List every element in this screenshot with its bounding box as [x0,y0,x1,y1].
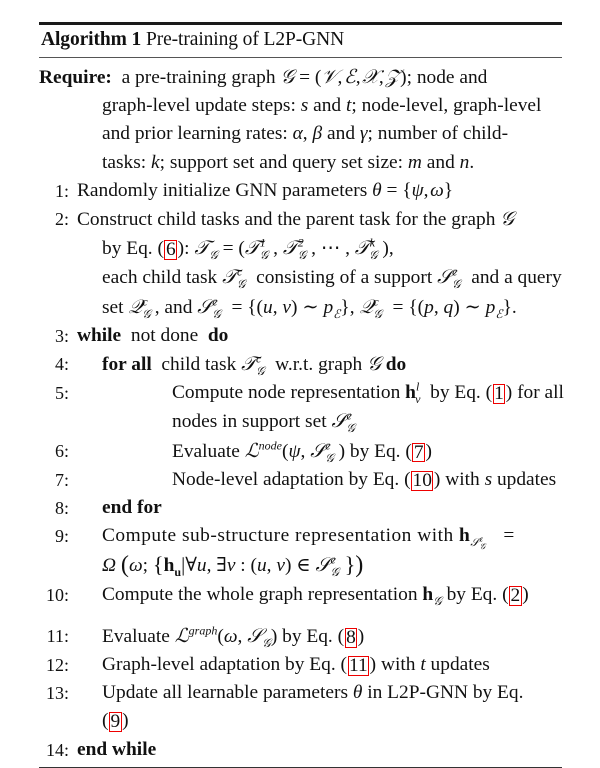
step-text-14: end while [77,738,157,760]
step-number-10: 10: [45,584,69,605]
algorithm-step-13 [39,679,562,707]
step-number-5: 5: [54,383,69,404]
step-text-6: Evaluate ℒ$^{node}$(ψ, 𝒮$^c_𝒢$ ) by Eq. ( 7 ) [172,438,433,465]
step-number-3: 3: [54,325,69,346]
eq-ref-8[interactable]: 8 [346,626,356,648]
step-text-3: while not done do [77,324,229,346]
step-number-14: 14: [45,739,69,760]
algorithm-block [39,22,562,768]
algorithm-step-7 [39,466,562,494]
algorithm-step-1 [39,177,562,205]
algorithm-body [39,58,562,764]
algorithm-step-13-cont: ( 9 ) [102,710,129,733]
step-number-13: 13: [45,683,69,704]
algorithm-step-6 [39,437,562,466]
algorithm-step-2 [39,205,562,234]
require-text-1: a pre-training graph 𝒢 = (𝒱, ℰ, 𝒳, 𝒵); node and [116,65,488,88]
step-text-1: Randomly initialize GNN parameters θ = {ψ, ω} [77,179,454,201]
eq-ref-7[interactable]: 7 [413,441,424,463]
require-line-3 [39,120,562,148]
step-number-7: 7: [54,469,69,490]
step-number-4: 4: [54,354,69,375]
require-text-3: and prior learning rates: α, β and γ; number of child- [102,123,509,145]
require-line-4 [39,149,562,177]
step-text-8: end for [102,497,162,519]
step-text-5: Compute node representation $h^l_v$ by Eq. ( 1 ) for all [172,379,564,407]
algorithm-step-2-cont-1: by Eq. ( 6 ): 𝒯$_𝒢$ = (𝒯$^1_𝒢$ , 𝒯$^2_𝒢$ , ⋯ , 𝒯$^k_𝒢$ ), [102,235,394,263]
algorithm-step-5-cont: nodes in support set 𝒮$^c_𝒢$ [172,408,355,436]
algorithm-title [39,25,562,55]
algorithm-step-9-cont: Ω (ω; {$h_u|\forall u$, ∃v : (u, v) ∈ 𝒮$^c_𝒢$ }) [102,551,364,580]
algorithm-step-3 [39,322,562,350]
algorithm-step-14 [39,736,562,764]
algorithm-step-2-cont-2: each child task 𝒯$^c_𝒢$ consisting of a support 𝒮$^c_𝒢$ and a query [102,264,562,292]
require-line-2 [39,92,562,120]
algorithm-step-12 [39,651,562,679]
step-text-7: Node-level adaptation by Eq. ( 10 ) with s updates [172,468,557,491]
step-text-4: for all child task 𝒯$^c_𝒢$ w.r.t. graph 𝒢 do [102,351,407,378]
algorithm-step-11 [39,622,562,651]
eq-ref-6[interactable]: 6 [165,239,176,261]
step-number-9: 9: [54,526,69,547]
algorithm-step-5 [39,379,562,407]
algorithm-step-10 [39,581,562,609]
step-number-12: 12: [45,655,69,676]
eq-ref-9[interactable]: 9 [110,711,121,733]
step-number-6: 6: [54,440,69,461]
require-label: Require: [39,67,112,88]
eq-ref-1[interactable]: 1 [494,383,504,405]
algorithm-step-9 [39,522,562,550]
algorithm-step-4 [39,350,562,379]
paragraph-gap [39,609,562,622]
require-text-4: tasks: k; support set and query set size: m and n. [102,151,475,173]
step-text-13: Update all learnable parameters θ in L2P-GNN by Eq. [102,682,524,704]
step-number-1: 1: [54,180,69,201]
step-text-12: Graph-level adaptation by Eq. ( 11 ) with t updates [102,654,490,677]
step-number-11: 11: [46,625,69,646]
eq-ref-11[interactable]: 11 [349,655,368,677]
require-line-1 [39,63,562,92]
algorithm-step-8 [39,494,562,522]
step-number-2: 2: [54,209,69,230]
algorithm-label: Algorithm 1 [41,29,142,50]
step-text-9: Compute sub-structure representation with $h_{𝒮^c_𝒢}=$ [102,525,515,552]
algorithm-title-text: Pre-training of L2P-GNN [145,29,345,50]
eq-ref-2[interactable]: 2 [510,584,521,606]
algorithm-step-2-cont-3: set 𝒬$^c_𝒢$ , and 𝒮$^c_𝒢$ = {(u, v) ∼ $p_ℰ$}, 𝒬$^c_𝒢$ = {(p, q) ∼ $p_ℰ$}. [102,294,517,321]
step-text-2: Construct child tasks and the parent task for the graph 𝒢 [77,207,515,231]
step-number-8: 8: [54,498,69,519]
eq-ref-10[interactable]: 10 [412,469,432,491]
require-text-2: graph-level update steps: s and t; node-level, graph-level [102,95,542,117]
step-text-10: Compute the whole graph representation $h_𝒢$ by Eq. ( 2 ) [102,583,529,608]
step-text-11: Evaluate ℒ$^{graph}$(ω, 𝒮$_𝒢$) by Eq. ( 8 ) [102,623,365,650]
